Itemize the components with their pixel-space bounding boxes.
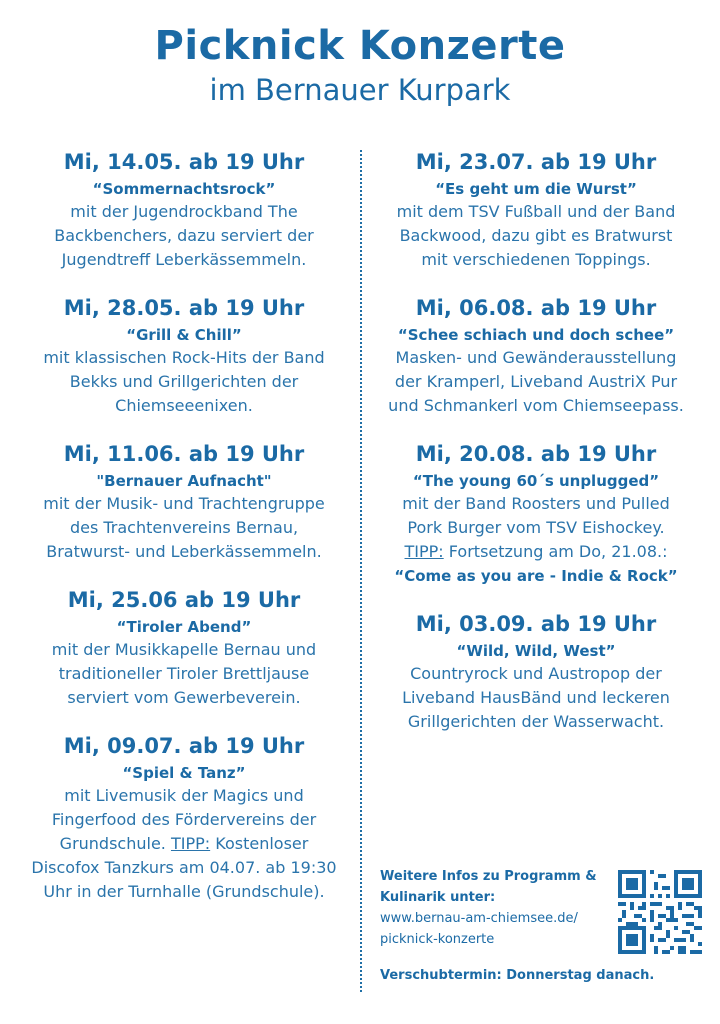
event-description-line: Fingerfood des Fördervereins der (51, 810, 317, 829)
event-description-line (18, 832, 350, 856)
event-name: “Tiroler Abend” (116, 618, 252, 636)
event-date: Mi, 11.06. ab 19 Uhr (63, 442, 305, 466)
tipp-line-end: Fortsetzung am Do, 21.08.: (448, 542, 668, 561)
event-description-line: Liveband HausBänd und leckeren (402, 688, 670, 707)
event-entry (18, 148, 350, 272)
event-entry (370, 148, 702, 272)
event-description-line: mit der Jugendrockband The (70, 202, 298, 221)
event-description-line: der Kramperl, Liveband AustriX Pur (394, 372, 678, 391)
event-name: "Bernauer Aufnacht" (96, 472, 272, 490)
event-description-line: Backbenchers, dazu serviert der (54, 226, 314, 245)
event-description-line: mit der Band Roosters und Pulled (402, 494, 670, 513)
event-description-line: mit Livemusik der Magics und (64, 786, 304, 805)
event-description-line: Bratwurst- und Leberkässemmeln. (46, 542, 322, 561)
event-entry (18, 294, 350, 418)
event-description-line: mit der Musik- und Trachtengruppe (43, 494, 325, 513)
event-date: Mi, 20.08. ab 19 Uhr (415, 442, 657, 466)
event-description-line: Pork Burger vom TSV Eishockey. (407, 518, 665, 537)
event-description-line: mit der Musikkapelle Bernau und (51, 640, 317, 659)
event-entry (370, 440, 702, 588)
event-entry (18, 732, 350, 904)
event-description-line: Discofox Tanzkurs am 04.07. ab 19:30 (31, 858, 337, 877)
event-entry (18, 440, 350, 564)
event-name: “Schee schiach und doch schee” (397, 326, 675, 344)
event-description-line: Backwood, dazu gibt es Bratwurst (399, 226, 673, 245)
event-date: Mi, 06.08. ab 19 Uhr (415, 296, 657, 320)
event-description-line: mit verschiedenen Toppings. (421, 250, 651, 269)
event-description-line: mit klassischen Rock-Hits der Band (43, 348, 325, 367)
poster-header (0, 22, 720, 108)
event-description-line: Bekks und Grillgerichten der (69, 372, 299, 391)
tipp-line-start: Grundschule. (59, 834, 166, 853)
event-description-line: Grillgerichten der Wasserwacht. (407, 712, 665, 731)
event-entry (18, 586, 350, 710)
event-name: “Spiel & Tanz” (122, 764, 246, 782)
info-website-link[interactable]: picknick-konzerte (380, 932, 495, 947)
event-description-line: Masken- und Gewänderausstellung (395, 348, 677, 367)
page-title: Picknick Konzerte (154, 23, 566, 69)
page-subtitle: im Bernauer Kurpark (209, 73, 511, 107)
event-entry (370, 610, 702, 734)
event-name: “Wild, Wild, West” (456, 642, 616, 660)
event-date: Mi, 14.05. ab 19 Uhr (63, 150, 305, 174)
info-website-link[interactable]: www.bernau-am-chiemsee.de/ (380, 911, 578, 926)
info-heading-line: Weitere Infos zu Programm & (380, 869, 597, 884)
right-column (370, 148, 702, 756)
event-date: Mi, 28.05. ab 19 Uhr (63, 296, 305, 320)
event-description-line: und Schmankerl vom Chiemseepass. (388, 396, 684, 415)
event-description-line: Uhr in der Turnhalle (Grundschule). (43, 882, 325, 901)
event-date: Mi, 25.06 ab 19 Uhr (67, 588, 301, 612)
event-name: “Es geht um die Wurst” (435, 180, 637, 198)
event-name: “Grill & Chill” (126, 326, 242, 344)
event-date: Mi, 09.07. ab 19 Uhr (63, 734, 305, 758)
event-highlight-line: “Come as you are - Indie & Rock” (394, 567, 678, 585)
info-heading-line: Kulinarik unter: (380, 890, 496, 905)
event-description-line: serviert vom Gewerbeverein. (67, 688, 301, 707)
event-name: “Sommernachtsrock” (92, 180, 276, 198)
event-description-line: Countryrock und Austropop der (410, 664, 662, 683)
postponement-note: Verschubtermin: Donnerstag danach. (380, 968, 655, 983)
left-column (18, 148, 350, 926)
event-description-line: des Trachtenvereins Bernau, (69, 518, 299, 537)
tipp-line-end: Kostenloser (215, 834, 309, 853)
info-block (380, 866, 620, 950)
event-date: Mi, 03.09. ab 19 Uhr (415, 612, 657, 636)
event-description-line: Jugendtreff Leberkässemmeln. (61, 250, 307, 269)
qr-code-icon[interactable] (618, 870, 702, 954)
event-date: Mi, 23.07. ab 19 Uhr (415, 150, 657, 174)
event-description-line: mit dem TSV Fußball und der Band (396, 202, 676, 221)
tipp-label: TIPP: (170, 834, 211, 853)
column-divider (360, 150, 362, 992)
event-description-line (370, 540, 702, 564)
tipp-label: TIPP: (404, 542, 444, 561)
event-name: “The young 60´s unplugged” (412, 472, 660, 490)
event-description-line: Chiemseeenixen. (115, 396, 253, 415)
event-description-line: traditioneller Tiroler Brettljause (58, 664, 310, 683)
event-entry (370, 294, 702, 418)
